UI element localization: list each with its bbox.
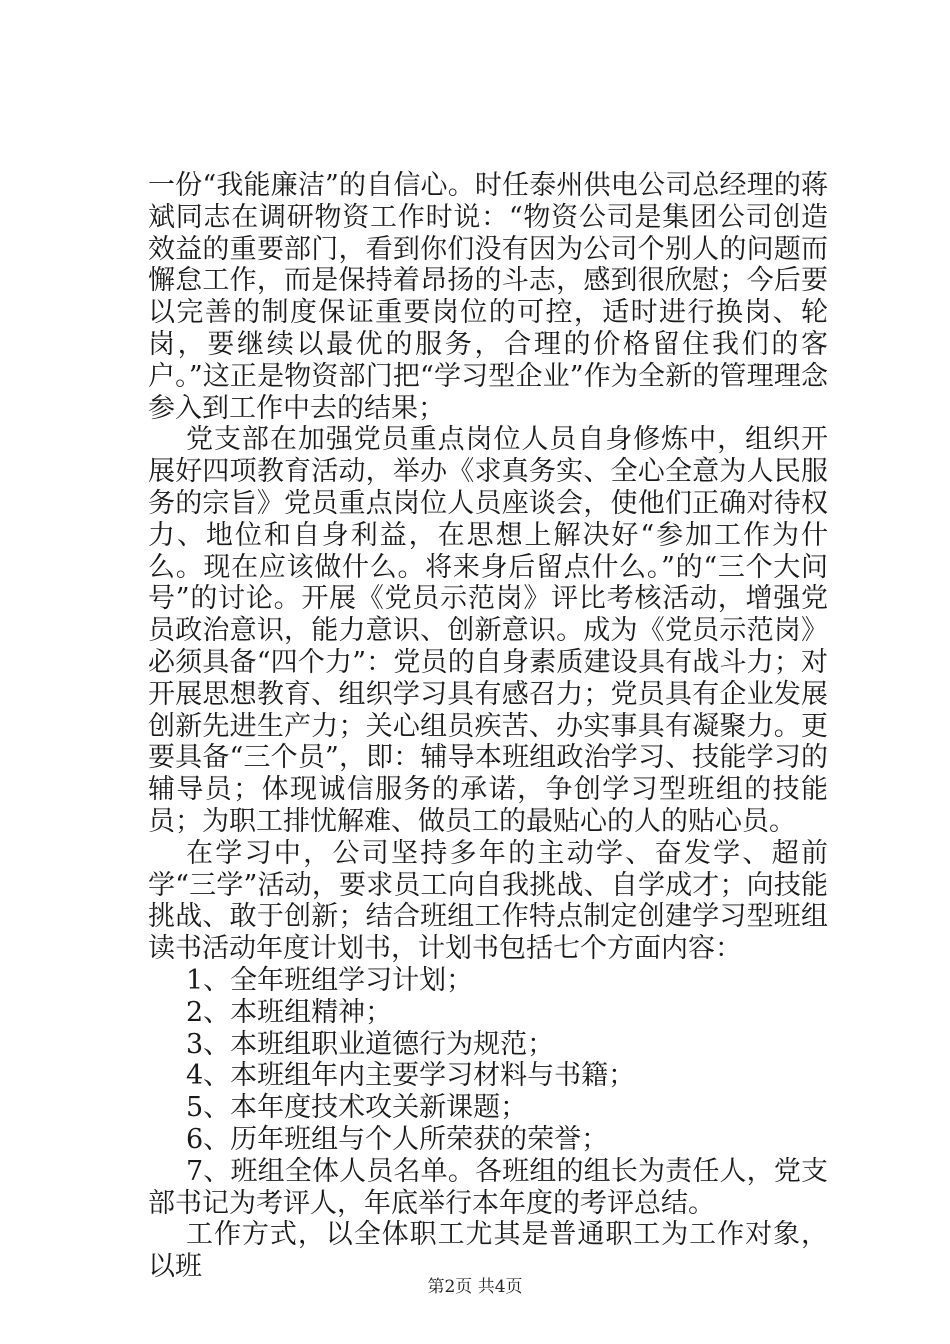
list-item-4: 4、本班组年内主要学习材料与书籍； bbox=[186, 1060, 636, 1092]
list-item-7: 7、班组全体人员名单。各班组的组长为责任人，党支部书记为考评人，年底举行本年度的考评总结。 bbox=[148, 1155, 828, 1219]
page-footer: 第2页 共4页 bbox=[427, 1277, 523, 1297]
list-item-5: 5、本年度技术攻关新课题； bbox=[186, 1092, 528, 1124]
list-item-6: 6、历年班组与个人所荣获的荣誉； bbox=[186, 1123, 609, 1155]
closing-paragraph: 工作方式，以全体职工尤其是普通职工为工作对象，以班 bbox=[148, 1219, 828, 1283]
paragraph-1: 一份“我能廉洁”的自信心。时任泰州供电公司总经理的蒋斌同志在调研物资工作时说：“物资公司是集团公司创造效益的重要部门，看到你们没有因为公司个别人的问题而懈怠工作，而是保持着昂扬的斗志，感到很欣慰；今后要以完善的制度保证重要岗位的可控，适时进行换岗、轮岗，要继续以最优的服务，合理的价格留住我们的客户。”这正是物资部门把“学习型企业”作为全新的管理理念参入到工作中去的结果； bbox=[148, 170, 828, 424]
paragraph-2: 党支部在加强党员重点岗位人员自身修炼中，组织开展好四项教育活动，举办《求真务实、全心全意为人民服务的宗旨》党员重点岗位人员座谈会，使他们正确对待权力、地位和自身利益，在思想上解决好“参加工作为什么。现在应该做什么。将来身后留点什么。”的“三个大问号”的讨论。开展《党员示范岗》评比考核活动，增强党员政治意识，能力意识、创新意识。成为《党员示范岗》必须具备“四个力”：党员的自身素质建设具有战斗力；对开展思想教育、组织学习具有感召力；党员具有企业发展创新先进生产力；关心组员疾苦、办实事具有凝聚力。更要具备“三个员”，即：辅导本班组政治学习、技能学习的辅导员；体现诚信服务的承诺，争创学习型班组的技能员；为职工排忧解难、做员工的最贴心的人的贴心员。 bbox=[148, 424, 828, 837]
list-item-1: 1、全年班组学习计划； bbox=[186, 964, 474, 996]
paragraph-3: 在学习中，公司坚持多年的主动学、奋发学、超前学“三学”活动，要求员工向自我挑战、自学成才；向技能挑战、敢于创新；结合班组工作特点制定创建学习型班组读书活动年度计划书，计划书包括七个方面内容： bbox=[148, 837, 828, 965]
list-item-2: 2、本班组精神； bbox=[186, 996, 393, 1028]
list-item-3: 3、本班组职业道德行为规范； bbox=[186, 1028, 555, 1060]
document-body bbox=[148, 170, 828, 1283]
